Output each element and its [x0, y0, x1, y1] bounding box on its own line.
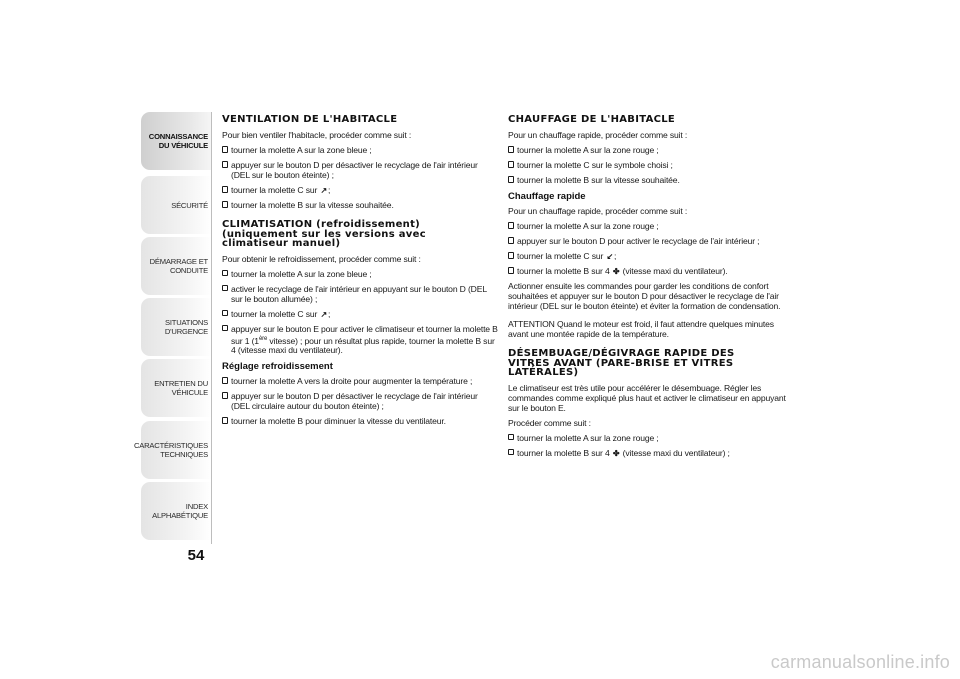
tab-securite[interactable]: SÉCURITÉ	[141, 176, 212, 234]
feet-vent-icon: ↙	[606, 252, 614, 261]
list-item: tourner la molette B pour diminuer la vitesse du ventilateur.	[222, 416, 498, 426]
checkbox-bullet-icon	[222, 201, 228, 208]
checkbox-bullet-icon	[222, 270, 228, 277]
list-item: tourner la molette B sur 4 ✤ (vitesse maxi du ventilateur).	[508, 266, 788, 276]
tab-entretien-du-vehicule[interactable]: ENTRETIEN DU VÉHICULE	[141, 359, 212, 417]
checkbox-bullet-icon	[508, 161, 514, 168]
desembuage-para: Le climatiseur est très utile pour accélérer le désembuage. Régler les commandes comme expliqué plus haut et activer le climatiseur en appuyant sur le bouton E.	[508, 382, 786, 413]
checkbox-bullet-icon	[222, 310, 228, 317]
checkbox-bullet-icon	[508, 267, 514, 274]
list-item: appuyer sur le bouton D per désactiver le recyclage de l'air intérieur (DEL circulaire autour du bouton éteinte) ;	[222, 391, 498, 411]
chauffage-rapide-title: Chauffage rapide	[508, 191, 586, 202]
checkbox-bullet-icon	[508, 176, 514, 183]
checkbox-bullet-icon	[222, 186, 228, 193]
list-item: tourner la molette C sur ↗;	[222, 309, 498, 319]
desembuage-intro: Procéder comme suit :	[508, 417, 591, 428]
list-item: tourner la molette A sur la zone rouge ;	[508, 221, 788, 231]
checkbox-bullet-icon	[508, 237, 514, 244]
tab-situations-d-urgence[interactable]: SITUATIONS D'URGENCE	[141, 298, 212, 356]
list-item: tourner la molette C sur ↗;	[222, 185, 498, 195]
sidebar-divider	[211, 112, 212, 544]
right-column	[508, 114, 788, 463]
left-column	[222, 114, 498, 431]
ventilation-intro: Pour bien ventiler l'habitacle, procéder comme suit :	[222, 130, 412, 140]
list-item: tourner la molette B sur la vitesse souhaitée.	[222, 200, 498, 210]
list-item: tourner la molette C sur le symbole choisi ;	[508, 160, 788, 170]
list-item: tourner la molette C sur ↙;	[508, 251, 788, 261]
list-item: tourner la molette A sur la zone bleue ;	[222, 145, 498, 155]
checkbox-bullet-icon	[508, 146, 514, 153]
checkbox-bullet-icon	[222, 417, 228, 424]
list-item: tourner la molette A sur la zone bleue ;	[222, 269, 498, 279]
face-vent-icon: ↗	[320, 309, 328, 319]
tab-index-alphabetique[interactable]: INDEX ALPHABÉTIQUE	[141, 482, 212, 540]
checkbox-bullet-icon	[508, 434, 514, 441]
fan-max-icon: ✤	[612, 448, 620, 458]
list-item: appuyer sur le bouton E pour activer le climatiseur et tourner la molette B sur 1 (1ère vitesse) ; pour un résultat plus rapide, tourner la molette B sur 4 (vitesse maxi du ventilateur).	[222, 324, 498, 356]
climatisation-intro: Pour obtenir le refroidissement, procéder comme suit :	[222, 253, 421, 264]
tab-connaissance-du-vehicule[interactable]: CONNAISSANCE DU VÉHICULE	[141, 112, 212, 170]
list-item: tourner la molette B sur la vitesse souhaitée.	[508, 175, 788, 185]
watermark: carmanualsonline.info	[770, 652, 950, 672]
fan-max-icon: ✤	[612, 267, 620, 276]
ventilation-title: VENTILATION DE L'HABITACLE	[222, 114, 398, 125]
page-number: 54	[187, 547, 205, 564]
checkbox-bullet-icon	[508, 449, 514, 456]
checkbox-bullet-icon	[508, 252, 514, 259]
face-vent-icon: ↗	[320, 186, 328, 195]
chauffage-rapide-intro: Pour un chauffage rapide, procéder comme suit :	[508, 206, 688, 216]
reglage-title: Réglage refroidissement	[222, 361, 333, 373]
checkbox-bullet-icon	[508, 222, 514, 229]
tab-caracteristiques-techniques[interactable]: CARACTÉRISTIQUES TECHNIQUES	[141, 421, 212, 479]
list-item: tourner la molette A sur la zone rouge ;	[508, 145, 788, 155]
attention-note: ATTENTION Quand le moteur est froid, il faut attendre quelques minutes avant une montée rapide de la température.	[508, 319, 774, 339]
checkbox-bullet-icon	[222, 146, 228, 153]
chauffage-intro: Pour un chauffage rapide, procéder comme suit :	[508, 130, 688, 140]
list-item: tourner la molette A vers la droite pour augmenter la température ;	[222, 376, 498, 386]
list-item: tourner la molette A sur la zone rouge ;	[508, 433, 788, 443]
climatisation-title: CLIMATISATION (refroidissement) (uniquement sur les versions avec climatiseur manuel)	[222, 219, 426, 249]
checkbox-bullet-icon	[222, 161, 228, 168]
checkbox-bullet-icon	[222, 325, 228, 332]
checkbox-bullet-icon	[222, 377, 228, 384]
list-item: appuyer sur le bouton D per désactiver le recyclage de l'air intérieur (DEL sur le bouton éteinte) ;	[222, 160, 498, 180]
checkbox-bullet-icon	[222, 392, 228, 399]
tab-demarrage-et-conduite[interactable]: DÉMARRAGE ET CONDUITE	[141, 237, 212, 295]
list-item: tourner la molette B sur 4 ✤ (vitesse maxi du ventilateur) ;	[508, 448, 788, 458]
chauffage-title: CHAUFFAGE DE L'HABITACLE	[508, 114, 676, 125]
chauffage-rapide-after: Actionner ensuite les commandes pour garder les conditions de confort souhaitées et appuyer sur le bouton D pour désactiver le recyclage de l'air intérieur (DEL sur le bouton éteinte) et éviter la formation de condensation.	[508, 281, 781, 311]
checkbox-bullet-icon	[222, 285, 228, 292]
desembuage-title: DÉSEMBUAGE/DÉGIVRAGE RAPIDE DES VITRES AVANT (PARE-BRISE ET VITRES LATÉRALES)	[508, 348, 735, 378]
list-item: activer le recyclage de l'air intérieur en appuyant sur le bouton D (DEL sur le bouton allumée) ;	[222, 284, 498, 304]
list-item: appuyer sur le bouton D pour activer le recyclage de l'air intérieur ;	[508, 236, 788, 246]
